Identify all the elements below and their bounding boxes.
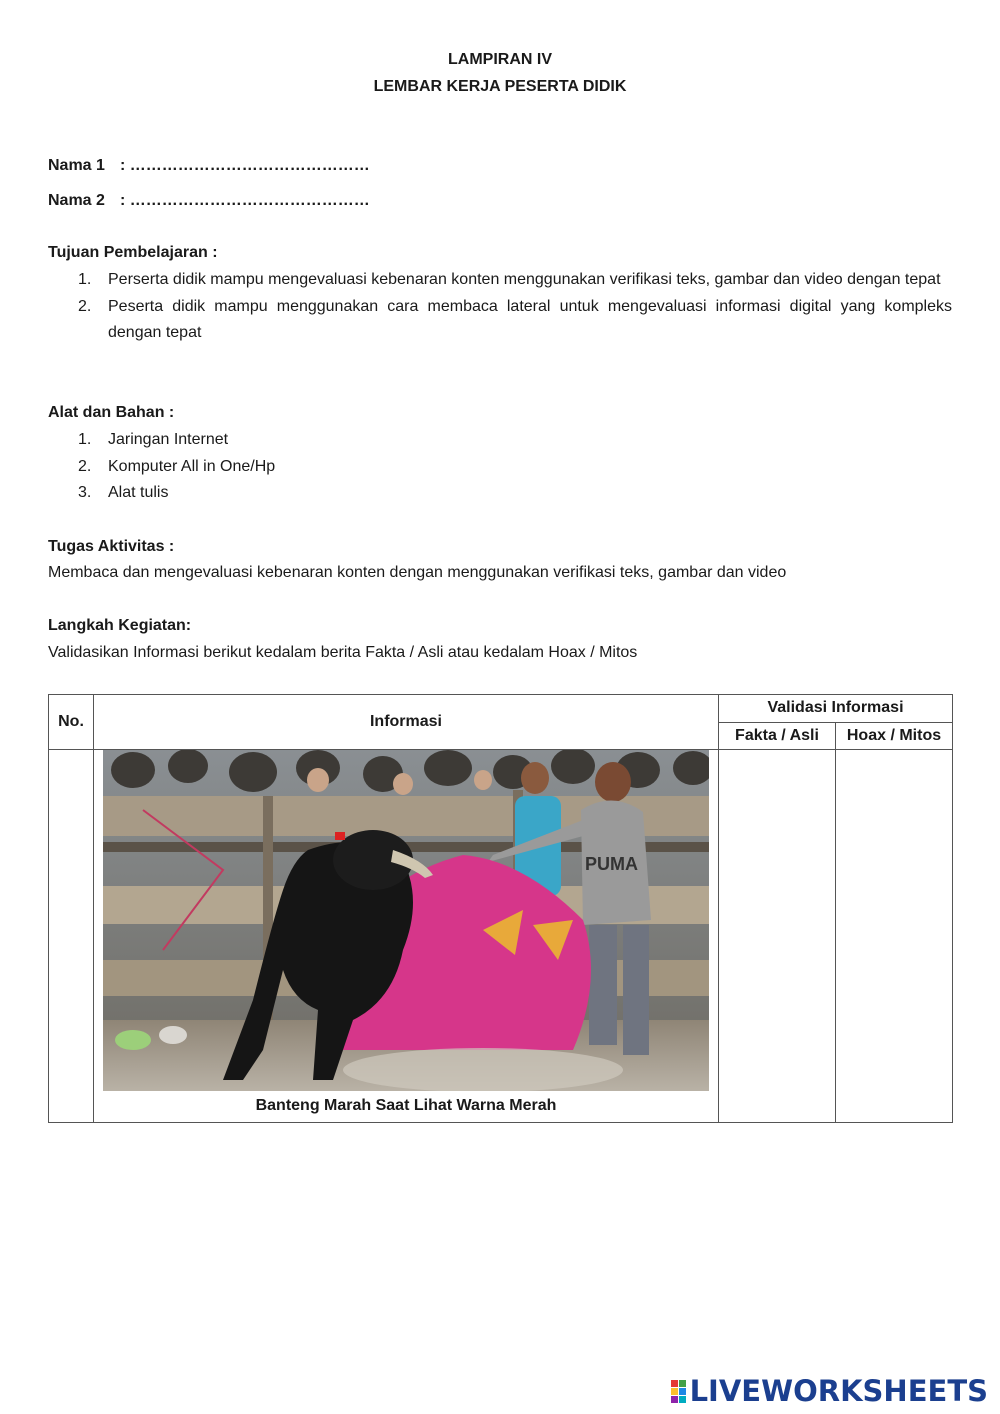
learning-goals-heading: Tujuan Pembelajaran : xyxy=(48,244,218,261)
fact-answer-cell[interactable] xyxy=(719,750,836,1123)
list-item: 3. Alat tulis xyxy=(78,484,169,501)
table-row xyxy=(49,750,953,1123)
steps-text: Validasikan Informasi berikut kedalam berita Fakta / Asli atau kedalam Hoax / Mitos xyxy=(48,644,638,661)
hoax-answer-cell[interactable] xyxy=(836,750,953,1123)
column-header-hoax: Hoax / Mitos xyxy=(836,722,953,750)
list-item: 1. Jaringan Internet xyxy=(78,431,229,448)
liveworksheets-wordmark: LIVEWORKSHEETS xyxy=(689,1374,988,1408)
name-2-label: Nama 2 xyxy=(48,192,105,209)
activity-heading: Tugas Aktivitas : xyxy=(48,538,175,555)
tools-heading: Alat dan Bahan : xyxy=(48,404,175,421)
appendix-title: LAMPIRAN IV xyxy=(448,51,552,68)
liveworksheets-logo xyxy=(671,1374,988,1408)
bullfight-photo xyxy=(103,750,709,1091)
tools-list xyxy=(78,427,952,507)
activity-text: Membaca dan mengevaluasi kebenaran konten dengan menggunakan verifikasi teks, gambar dan video xyxy=(48,564,787,581)
list-item: 2. Peserta didik mampu menggunakan cara membaca lateral untuk mengevaluasi informasi digital yang kompleks dengan tepat xyxy=(78,297,952,341)
svg-text:PUMA: PUMA xyxy=(585,854,638,874)
list-item: 2. Komputer All in One/Hp xyxy=(78,457,276,475)
name-2-row xyxy=(48,192,370,210)
list-item: 1. Perserta didik mampu mengevaluasi kebenaran konten menggunakan verifikasi teks, gambar dan video dengan tepat xyxy=(78,271,941,288)
validation-table xyxy=(48,694,953,1123)
row-number-cell xyxy=(49,750,94,1123)
learning-goals-list xyxy=(78,267,952,347)
column-header-fact: Fakta / Asli xyxy=(719,722,836,750)
column-header-no: No. xyxy=(49,695,94,750)
column-header-validation: Validasi Informasi xyxy=(719,695,953,723)
steps-heading: Langkah Kegiatan: xyxy=(48,617,192,634)
liveworksheets-logo-icon xyxy=(671,1380,686,1403)
column-header-info: Informasi xyxy=(94,695,719,750)
info-caption: Banteng Marah Saat Lihat Warna Merah xyxy=(255,1097,557,1114)
info-cell xyxy=(94,750,719,1123)
worksheet-title: LEMBAR KERJA PESERTA DIDIK xyxy=(373,78,627,95)
name-1-field[interactable]: : ……………………………………… xyxy=(120,157,370,174)
name-2-field[interactable]: : ……………………………………… xyxy=(120,192,370,209)
name-1-label: Nama 1 xyxy=(48,157,105,174)
name-1-row xyxy=(48,157,370,175)
